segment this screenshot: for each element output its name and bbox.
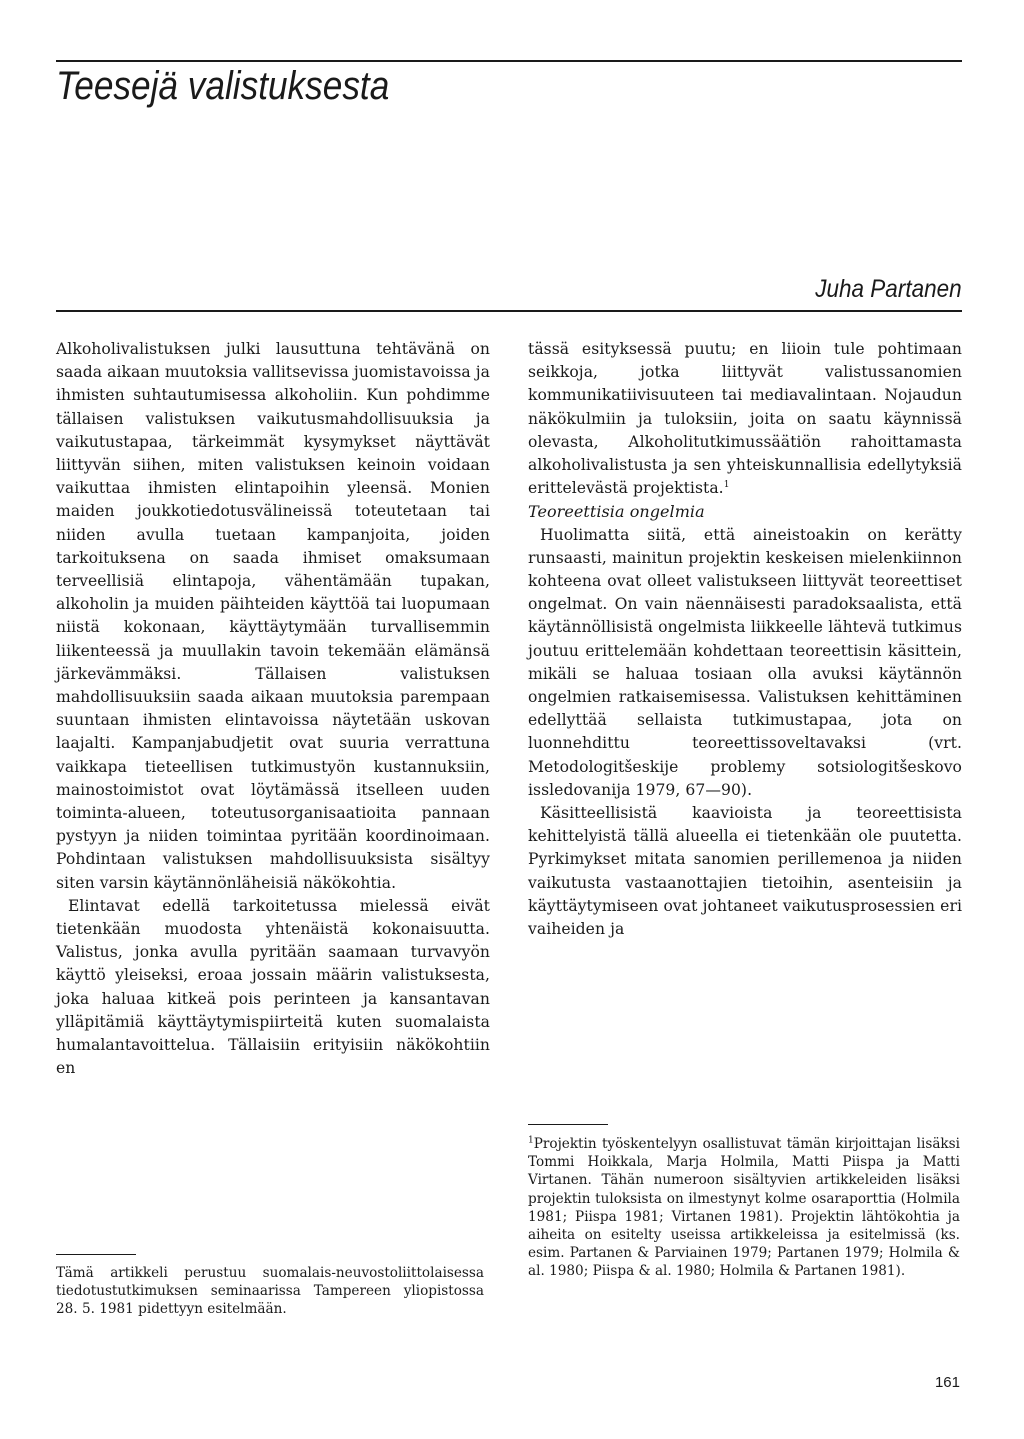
footnote-marker: 1 xyxy=(723,480,730,491)
body-text: tässä esityksessä puutu; en liioin tule pohtimaan seikkoja, jotka liittyvät valistussanomien kommunikatiivisuuteen tai mediavalintaan. Nojaudun näkökulmiin ja tuloksiin, joita on saatu käynnissä olevasta, Alkoholitutkimussäätiön rahoittamasta alkoholivalistusta ja sen yhteiskunnallisia edellytyksiä erittelevästä projektista. xyxy=(528,340,962,498)
top-rule xyxy=(56,60,962,62)
article-title: Teesejä valistuksesta xyxy=(56,64,390,108)
section-subheading: Teoreettisia ongelmia xyxy=(528,502,705,522)
footnote-text xyxy=(528,1135,960,1281)
left-footnote xyxy=(56,1264,484,1319)
body-paragraph: Alkoholivalistuksen julki lausuttuna tehtävänä on saada aikaan muutoksia vallitsevissa juomistavoissa ja ihmisten suhtautumisessa alkoholiin. Kun pohdimme tällaisen valistuksen vaikutusmahdollisuuksia ja vaikutustapaa, tärkeimmät kysymykset näyttävät liittyvän siihen, miten valistuksen keinoin voidaan vaikuttaa ihmisten elintapoihin yleensä. Monien maiden joukkotiedotusvälineissä toteutetaan tai niiden avulla tuetaan kampanjoita, joiden tarkoituksena on saada ihmiset omaksumaan terveellisiä elintapoja, vähentämään tupakan, alkoholin ja muiden päihteiden käyttöä tai luopumaan niistä kokonaan, käyttäytymään turvallisemmin liikenteessä ja muullakin tavoin tekemään elämänsä järkevämmäksi. Tällaisen valistuksen mahdollisuuksiin saada aikaan muutoksia parempaan suuntaan ihmisten elintavoissa näytetään uskovan laajalti. Kampanjabudjetit ovat suuria verrattuna vaikkapa tieteellisen tutkimustyön kustannuksiin, mainostoimistot ovat löytämässä itselleen uuden toiminta-alueen, toteutusorganisaatioita pannaan pystyyn ja niiden toimintaa pyritään koordinoimaan. Pohdintaan valistuksen mahdollisuuksista sisältyy siten varsin käytännönläheisiä näkökohtia. xyxy=(56,340,490,892)
body-paragraph: Huolimatta siitä, että aineistoakin on kerätty runsaasti, mainitun projektin keskeisen mielenkiinnon kohteena ovat olleet valistukseen liittyvät teoreettiset ongelmat. On vain näennäisesti paradoksaalista, että käytännöllisistä ongelmista liikkeelle lähtevä tutkimus joutuu erittelemään kohdettaan teoreettisin käsittein, mikäli se haluaa tosiaan olla avuksi käytännön ongelmien ratkaisemisessa. Valistuksen kehittäminen edellyttää sellaista tutkimustapaa, jota on luonnehdittu teoreettissoveltavaksi (vrt. Metodologitšeskije problemy sotsiologitšeskovo issledovanija 1979, 67—90). xyxy=(528,525,962,799)
right-footnote xyxy=(528,1135,960,1281)
body-paragraph: Käsitteellisistä kaavioista ja teoreettisista kehittelyistä tällä alueella ei tietenkään ole puutetta. Pyrkimykset mitata sanomien perillemenoa ja niiden vaikutusta vastaanottajien tietoihin, asenteisiin ja käyttäytymiseen ovat johtaneet vaikutusprosessien eri vaiheiden ja xyxy=(528,804,962,939)
body-paragraph: Elintavat edellä tarkoitetussa mielessä eivät tietenkään muodosta yhtenäistä kokonaisuutta. Valistus, jonka avulla pyritään saamaan turvavyön käyttö yleiseksi, eroaa jossain määrin valistuksesta, joka haluaa kitkeä pois perinteen ja kansantavan ylläpitämiä käyttäytymispiirteitä kuten suomalaista humalantavoittelua. Tällaisiin erityisiin näkökohtiin en xyxy=(56,896,490,1078)
footnote-rule xyxy=(528,1124,608,1125)
page-number: 161 xyxy=(934,1374,960,1391)
author-rule xyxy=(56,310,962,312)
left-column xyxy=(56,338,490,1081)
right-column xyxy=(528,338,962,941)
footnote-marker: 1 xyxy=(528,1135,534,1146)
footnote-body: Projektin työskentelyyn osallistuvat tämän kirjoittajan lisäksi Tommi Hoikkala, Marja Holmila, Matti Piispa ja Matti Virtanen. Tähän numeroon sisältyvien artikkeleiden lisäksi projektin tuloksista on ilmestynyt kolme osaraporttia (Holmila 1981; Piispa 1981; Virtanen 1981). Projektin lähtökohtia ja aiheita on esitelty useissa artikkeleissa ja esitelmissä (ks. esim. Partanen & Parviainen 1979; Partanen 1979; Holmila & al. 1980; Piispa & al. 1980; Holmila & Partanen 1981). xyxy=(528,1136,960,1280)
footnote-text: Tämä artikkeli perustuu suomalais-neuvostoliittolaisessa tiedotustutkimuksen seminaarissa Tampereen yliopistossa 28. 5. 1981 pidettyyn esitelmään. xyxy=(56,1265,484,1318)
author-name: Juha Partanen xyxy=(815,275,962,303)
footnote-rule xyxy=(56,1254,136,1255)
body-paragraph xyxy=(528,338,962,500)
